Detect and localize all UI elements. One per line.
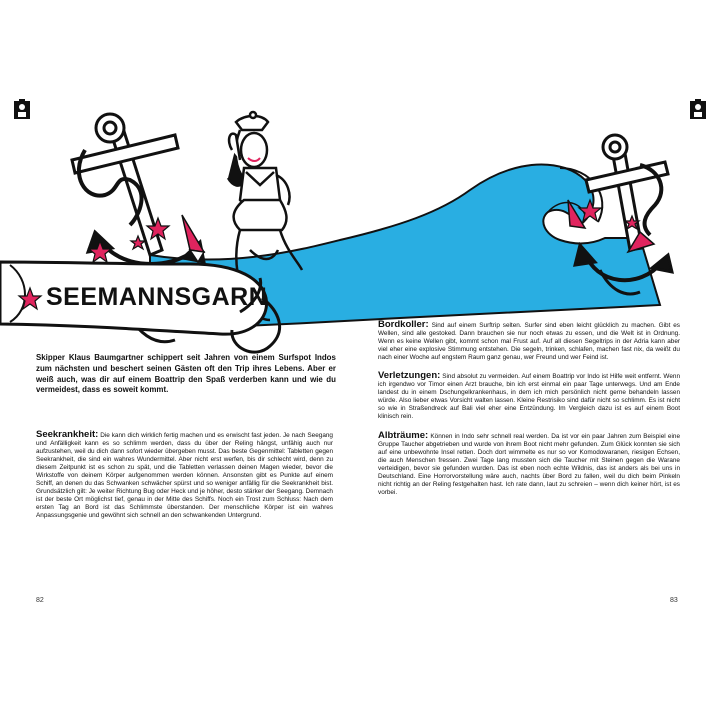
page-number-right: 83 bbox=[670, 597, 678, 604]
right-sailor-icon bbox=[690, 99, 706, 119]
seekrankheit-text: Die kann dich wirklich fertig machen und es erwischt fast jeden. Je nach Seegang und Anfälligkeit kann es so schlimm werden, dass du über der Reling hängst, unfähig auch nur aufzustehen, weil du dich dann sofort wieder übergeben musst. Das beste Gegenmittel: Tabletten gegen Seekrankheit, die sind ein wahres Wundermittel. Aber nicht erst werfen, bis dir schlecht wird, denn zu diesem Zeitpunkt ist es schon zu spät, und die Tabletten verlassen deinen Magen wieder, bevor die Wirkstoffe von deinem Körper aufgenommen werden können. Ansonsten gibt es Punkte auf einem Schiff, an denen du das Schwanken schwächer spürst und so weniger anfällig für die Seekrankheit bist. Grundsätzlich gilt: Je weiter Richtung Bug oder Heck und je höher, desto stärker der Seegang. Demnach ist der beste Ort möglichst tief, genau in der Mitte des Schiffs. Noch ein Trost zum Schluss: Nach dem ersten Tag an Bord ist das Schlimmste überstanden. Der menschliche Körper ist ein wahres Anpassungsgenie und gewöhnt sich schnell an den schwankenden Untergrund. bbox=[36, 432, 333, 520]
left-sailor-icon bbox=[14, 99, 30, 119]
albtraeume-heading: Albträume: bbox=[378, 429, 429, 441]
seekrankheit-paragraph bbox=[36, 431, 333, 521]
page-number-left: 82 bbox=[36, 597, 44, 604]
verletzungen-text: Sind absolut zu vermeiden. Auf einem Boattrip vor Indo ist Hilfe weit entfernt. Wenn ich irgendwo vor Timor einen Arzt brauche, bin ich erst einmal ein paar Tage unterwegs. Und am Ende landest du in einem Dschungelkrankenhaus, in dem ich mich persönlich nicht gerne behandeln lassen würde. Also lieber etwas Vorsicht walten lassen. Kleine Restrisiko sind dafür nicht so schlimm. Es ist nicht so wie in Straßendreck auf Bali viel eher eine Entzündung. Im Vergleich dazu ist es auf einem Boot klinisch rein. bbox=[378, 373, 680, 421]
verletzungen-paragraph bbox=[378, 372, 680, 421]
verletzungen-heading: Verletzungen: bbox=[378, 370, 441, 382]
albtraeume-text: Können in Indo sehr schnell real werden. Da ist vor ein paar Jahren zum Beispiel eine Gruppe Taucher abgetrieben und wurde von ihrem Boot nicht mehr gefunden. Zum Glück konnten sie sich auf eine unbewohnte Insel retten. Doch dort wimmelte es nur so vor Komodowaranen, riesigen Echsen, die auch Menschen fressen. Zwei Tage lang mussten sich die Taucher mit Steinen gegen die Warane verteidigen, bevor sie gefunden wurden. Das ist eben noch echte Wildnis, das ist anders als bei uns in Deutschland. Eine Horrorvorstellung wäre auch, nachts über Bord zu fallen, weil du dich beim Pinkeln nicht richtig an der Reling festgehalten hast. Ich rate dann, laut zu schreien – wenn dich keiner hört, ist es vorbei. bbox=[378, 432, 680, 496]
bordkoller-paragraph bbox=[378, 321, 680, 362]
albtraeume-paragraph bbox=[378, 429, 680, 497]
bordkoller-text: Sind auf einem Surftrip selten. Surfer sind eben leicht glücklich zu machen. Gibt es Wellen, sind alle gestoked. Dann brauchen sie nur noch etwas zu essen, und die Welt ist in Ordnung. Wenn es keine Wellen gibt, kommt schon mal Frust auf. Auf all diesen Segeltrips in der Adria kann aber viel eher eine explosive Stimmung entstehen. Die segeln, trinken, schlafen, machen fast nix, da weißt du nach einer Woche auf engstem Raum ganz genau, wer Freund und wer Feind ist. bbox=[378, 322, 680, 362]
article-lede: Skipper Klaus Baumgartner schippert seit Jahren von einem Surfspot Indos zum nächsten und beschert seinen Gästen oft den Trip ihres Lebens. Aber er weiß auch, was dir auf einem Boattrip den Spaß verderben kann und wie du vermeidest, dass es soweit kommt. bbox=[36, 352, 336, 395]
bordkoller-heading: Bordkoller: bbox=[378, 319, 429, 330]
banner-title: SEEMANNSGARN bbox=[46, 283, 268, 311]
seekrankheit-heading: Seekrankheit: bbox=[36, 429, 99, 440]
right-column bbox=[378, 321, 680, 507]
left-column bbox=[36, 431, 333, 521]
